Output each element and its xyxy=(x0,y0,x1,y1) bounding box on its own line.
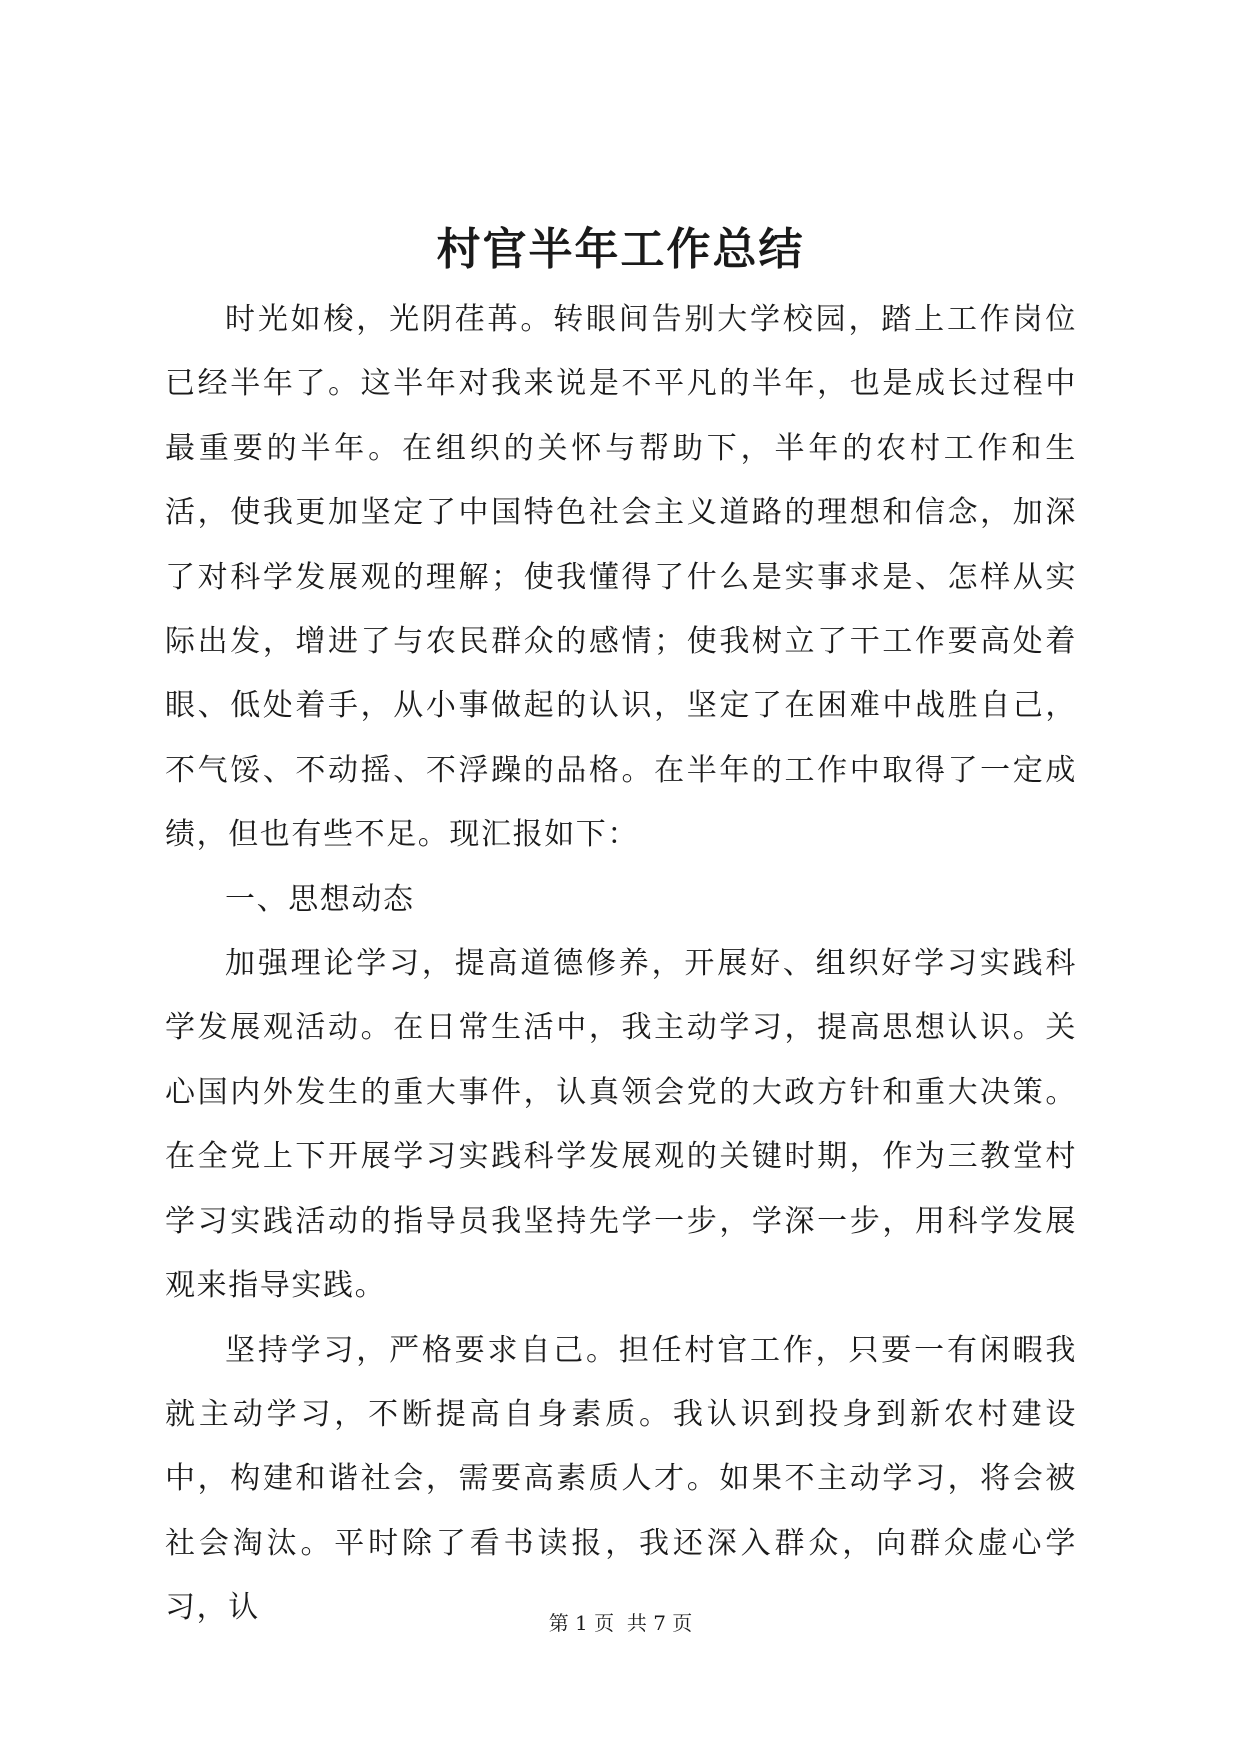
section-heading: 一、思想动态 xyxy=(225,881,415,917)
paragraph-self-discipline: 坚持学习，严格要求自己。担任村官工作，只要一有闲暇我就主动学习，不断提高自身素质。我认识到投身到新农村建设中，构建和谐社会，需要高素质人才。如果不主动学习，将会被社会淘汰。平时除了看书读报，我还深入群众，向群众虚心学习，认 xyxy=(165,1332,1077,1626)
page-number: 第 1 页 共 7 页 xyxy=(548,1611,693,1635)
document-body xyxy=(165,288,1077,1641)
page-footer xyxy=(0,1608,1241,1638)
paragraph-theory-study: 加强理论学习，提高道德修养，开展好、组织好学习实践科学发展观活动。在日常生活中，我主动学习，提高思想认识。关心国内外发生的重大事件，认真领会党的大政方针和重大决策。在全党上下开展学习实践科学发展观的关键时期，作为三教堂村学习实践活动的指导员我坚持先学一步，学深一步，用科学发展观来指导实践。 xyxy=(165,946,1077,1304)
document-title: 村官半年工作总结 xyxy=(436,224,805,275)
paragraph-intro: 时光如梭，光阴荏苒。转眼间告别大学校园，踏上工作岗位已经半年了。这半年对我来说是不平凡的半年，也是成长过程中最重要的半年。在组织的关怀与帮助下，半年的农村工作和生活，使我更加坚定了中国特色社会主义道路的理想和信念，加深了对科学发展观的理解；使我懂得了什么是实事求是、怎样从实际出发，增进了与农民群众的感情；使我树立了干工作要高处着眼、低处着手，从小事做起的认识，坚定了在困难中战胜自己，不气馁、不动摇、不浮躁的品格。在半年的工作中取得了一定成绩，但也有些不足。现汇报如下： xyxy=(165,302,1077,853)
